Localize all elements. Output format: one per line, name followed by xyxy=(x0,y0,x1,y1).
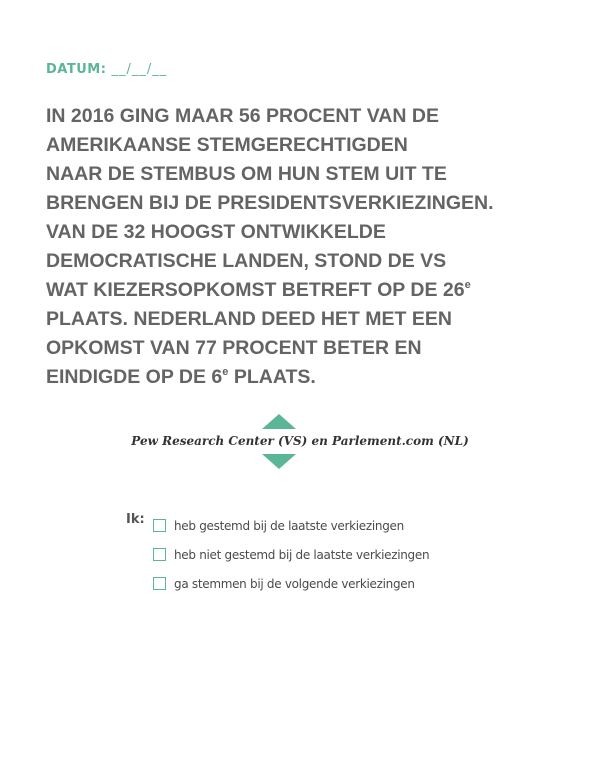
fact-line-text: WAT KIEZERSOPKOMST BETREFT OP DE 26 xyxy=(46,279,465,301)
superscript-e: e xyxy=(464,279,471,291)
fact-line: VAN DE 32 HOOGST ONTWIKKELDE xyxy=(46,221,386,243)
triangle-up-icon xyxy=(262,414,296,429)
fact-line: AMERIKAANSE STEMGERECHTIGDEN xyxy=(46,134,408,156)
fact-line: NAAR DE STEMBUS OM HUN STEM UIT TE xyxy=(46,163,447,185)
superscript-e: e xyxy=(222,366,229,378)
option-label: heb gestemd bij de laatste verkiezingen xyxy=(174,518,404,533)
fact-line: OPKOMST VAN 77 PROCENT BETER EN xyxy=(46,337,422,359)
fact-line: IN 2016 GING MAAR 56 PROCENT VAN DE xyxy=(46,105,439,127)
checkbox[interactable] xyxy=(153,577,166,590)
survey-option[interactable] xyxy=(153,511,429,540)
option-label: heb niet gestemd bij de laatste verkiezingen xyxy=(174,547,430,562)
date-label: DATUM: xyxy=(46,62,107,77)
survey-prefix: Ik: xyxy=(126,512,145,527)
survey-option[interactable] xyxy=(153,540,429,569)
triangle-down-icon xyxy=(262,454,296,469)
fact-line xyxy=(46,363,566,392)
option-label: ga stemmen bij de volgende verkiezingen xyxy=(174,576,415,591)
survey-options xyxy=(153,511,429,598)
fact-line: PLAATS. NEDERLAND DEED HET MET EEN xyxy=(46,308,452,330)
fact-line: DEMOCRATISCHE LANDEN, STOND DE VS xyxy=(46,250,447,272)
fact-line-tail: PLAATS. xyxy=(228,366,316,388)
checkbox[interactable] xyxy=(153,548,166,561)
date-field xyxy=(46,62,167,77)
fact-line: BRENGEN BIJ DE PRESIDENTSVERKIEZINGEN. xyxy=(46,192,494,214)
source-citation: Pew Research Center (VS) en Parlement.com (NL) xyxy=(131,434,469,448)
survey-option[interactable] xyxy=(153,569,429,598)
checkbox[interactable] xyxy=(153,519,166,532)
fact-line xyxy=(46,276,566,305)
fact-line-text: EINDIGDE OP DE 6 xyxy=(46,366,223,388)
fact-text xyxy=(46,102,566,392)
date-blanks: __/__/__ xyxy=(111,62,168,77)
